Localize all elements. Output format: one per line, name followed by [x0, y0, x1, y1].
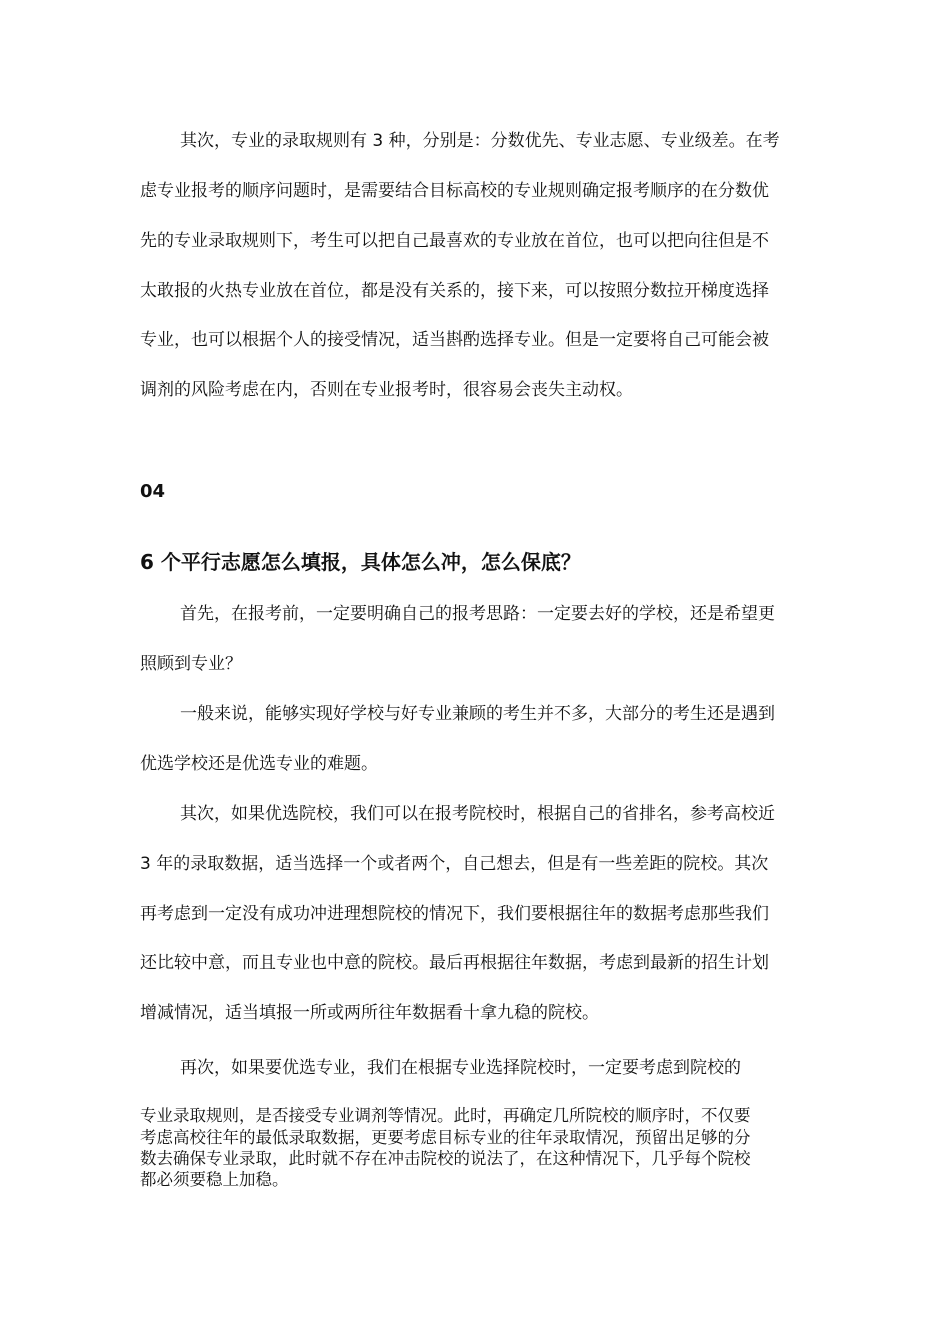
paragraph-line: 其次，专业的录取规则有 3 种，分别是：分数优先、专业志愿、专业级差。在考 [180, 131, 780, 151]
section-number: 04 [140, 481, 166, 502]
paragraph-line: 还比较中意，而且专业也中意的院校。最后再根据往年数据，考虑到最新的招生计划 [140, 953, 769, 973]
paragraph-line: 再次，如果要优选专业，我们在根据专业选择院校时，一定要考虑到院校的 [180, 1058, 741, 1078]
paragraph-line: 再考虑到一定没有成功冲进理想院校的情况下，我们要根据往年的数据考虑那些我们 [140, 904, 769, 924]
paragraph-line: 虑专业报考的顺序问题时，是需要结合目标高校的专业规则确定报考顺序的在分数优 [140, 181, 769, 201]
paragraph-line: 都必须要稳上加稳。 [140, 1170, 289, 1189]
section-title: 6 个平行志愿怎么填报，具体怎么冲，怎么保底？ [140, 550, 581, 574]
paragraph-line: 优选学校还是优选专业的难题。 [140, 754, 378, 774]
paragraph-line: 专业录取规则，是否接受专业调剂等情况。此时，再确定几所院校的顺序时，不仅要 [140, 1106, 751, 1125]
paragraph-line: 首先，在报考前，一定要明确自己的报考思路：一定要去好的学校，还是希望更 [180, 604, 775, 624]
paragraph-line: 照顾到专业？ [140, 654, 242, 674]
paragraph-line: 3 年的录取数据，适当选择一个或者两个，自己想去，但是有一些差距的院校。其次 [140, 854, 769, 874]
paragraph-line: 其次，如果优选院校，我们可以在报考院校时，根据自己的省排名，参考高校近 [180, 804, 775, 824]
paragraph-line: 专业，也可以根据个人的接受情况，适当斟酌选择专业。但是一定要将自己可能会被 [140, 330, 769, 350]
paragraph-line: 一般来说，能够实现好学校与好专业兼顾的考生并不多，大部分的考生还是遇到 [180, 704, 775, 724]
paragraph-line: 太敢报的火热专业放在首位，都是没有关系的，接下来，可以按照分数拉开梯度选择 [140, 281, 769, 301]
paragraph-line: 数去确保专业录取，此时就不存在冲击院校的说法了，在这种情况下，几乎每个院校 [140, 1149, 751, 1168]
paragraph-line: 考虑高校往年的最低录取数据，更要考虑目标专业的往年录取情况，预留出足够的分 [140, 1128, 751, 1147]
paragraph-line: 先的专业录取规则下，考生可以把自己最喜欢的专业放在首位，也可以把向往但是不 [140, 231, 769, 251]
paragraph-line: 调剂的风险考虑在内，否则在专业报考时，很容易会丧失主动权。 [140, 380, 633, 400]
paragraph-line: 增减情况，适当填报一所或两所往年数据看十拿九稳的院校。 [140, 1003, 599, 1023]
